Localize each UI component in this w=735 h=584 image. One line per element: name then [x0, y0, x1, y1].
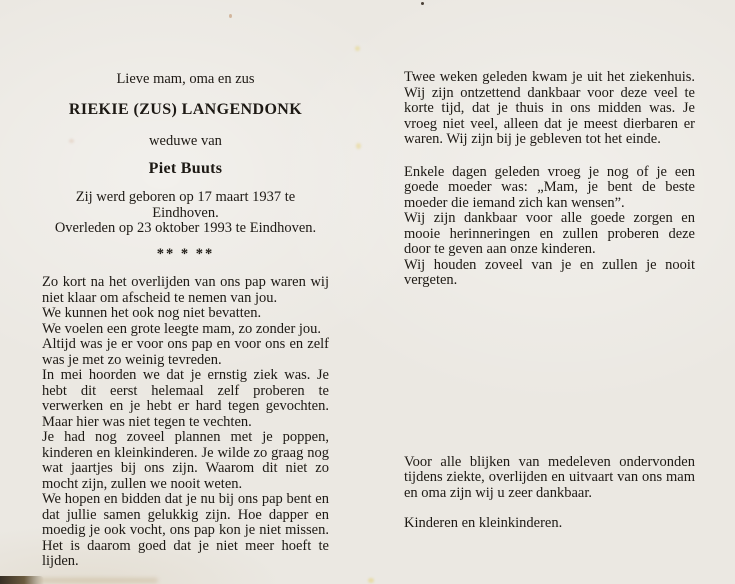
condolence-paragraph: Enkele dagen geleden vroeg je nog of je een goede moeder was: „Mam, je bent de beste moeder die iemand zich kan wensen”.	[404, 163, 695, 211]
memorial-paragraph: We hopen en bidden dat je nu bij ons pap bent en dat jullie samen gelukkig zijn. Hoe dapper en moedig je ook vocht, ons pap kon je niet missen. Het is daarom goed dat je niet meer hoeft te lijden.	[42, 491, 329, 569]
birth-death-block	[42, 190, 329, 237]
salutation: Lieve mam, oma en zus	[116, 71, 255, 87]
condolence-paragraph: Twee weken geleden kwam je uit het ziekenhuis. Wij zijn ontzettend dankbaar voor deze veel te korte tijd, dat je thuis in ons midden was. Je vroeg niet veel, alleen dat je meest dierbaren er waren. Wij zijn bij je gebleven tot het einde.	[404, 69, 695, 147]
scan-speck	[355, 46, 360, 51]
memorial-text	[42, 275, 329, 570]
memorial-paragraph: Altijd was je er voor ons pap en voor ons en zelf was je met zo weinig tevreden.	[42, 336, 329, 368]
memorial-paragraph: Je had nog zoveel plannen met je poppen, kinderen en kleinkinderen. Je wilde zo graag nog wat jaartjes bij ons zijn. Waarom dit niet zo mocht zijn, zullen we nooit weten.	[42, 429, 329, 492]
memorial-paragraph: We voelen een grote leegte mam, zo zonder jou.	[42, 320, 322, 337]
memorial-paragraph: We kunnen het ook nog niet bevatten.	[42, 305, 262, 321]
birth-line: Zij werd geboren op 17 maart 1937 te Eindhoven.	[75, 189, 296, 221]
memorial-paragraph: Zo kort na het overlijden van ons pap waren wij niet klaar om afscheid te nemen van jou.	[42, 274, 329, 306]
deceased-name: RIEKIE (ZUS) LANGENDONK	[68, 100, 303, 118]
death-line: Overleden op 23 oktober 1993 te Eindhoven.	[54, 220, 317, 236]
scan-speck	[421, 2, 424, 5]
separator-stars: ** * **	[156, 245, 215, 262]
signature-line: Kinderen en kleinkinderen.	[404, 515, 563, 531]
condolence-group	[404, 165, 695, 289]
scan-speck	[69, 139, 74, 143]
scan-streak-bottom	[38, 578, 158, 583]
husband-name: Piet Buuts	[148, 160, 223, 177]
scan-speck	[356, 143, 361, 149]
scan-speck	[229, 14, 232, 18]
thanks-paragraph: Voor alle blijken van medeleven ondervonden tijdens ziekte, overlijden en uitvaart van ons mam en oma zijn wij u zeer dankbaar.	[404, 453, 695, 501]
left-page	[42, 0, 329, 570]
condolence-paragraph: Wij houden zoveel van je en zullen je nooit vergeten.	[404, 256, 695, 288]
memorial-paragraph: In mei hoorden we dat je ernstig ziek was. Je hebt dit eerst helemaal zelf proberen te verwerken en je hebt er hard tegen gevochten. Maar hier was niet tegen te vechten.	[42, 367, 329, 430]
right-page	[404, 0, 695, 532]
widow-of-label: weduwe van	[149, 132, 222, 149]
condolence-paragraph: Wij zijn dankbaar voor alle goede zorgen en mooie herinneringen en zullen proberen deze door te geven aan onze kinderen.	[404, 210, 695, 257]
scan-speck	[368, 578, 374, 583]
